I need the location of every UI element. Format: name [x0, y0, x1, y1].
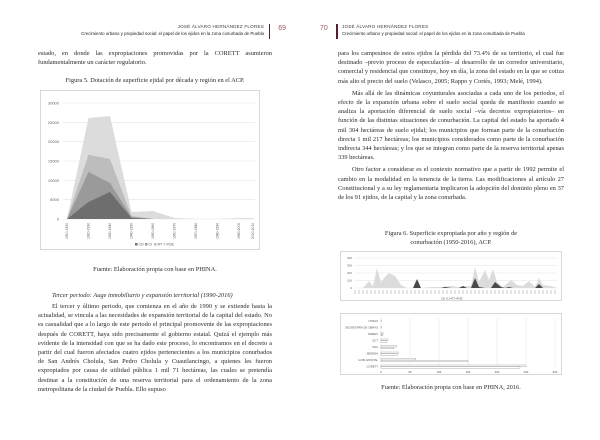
header-title: Crecimiento urbano y propiedad social: el papel de los ejidos en la zona conurbada de Puebla — [81, 31, 264, 36]
svg-text:SEDENA: SEDENA — [366, 351, 378, 356]
svg-text:RT: RT — [157, 242, 163, 247]
figure6-area-svg — [341, 252, 563, 302]
svg-text:SCT: SCT — [372, 338, 378, 343]
svg-text:PEMEX: PEMEX — [368, 332, 378, 336]
intro-paragraph — [38, 49, 272, 67]
svg-text:1930-1940: 1930-1940 — [108, 222, 112, 239]
svg-text:20000: 20000 — [47, 139, 59, 145]
svg-text:2000-2010: 2000-2010 — [251, 222, 255, 239]
svg-text:1910-1920: 1910-1920 — [65, 222, 69, 239]
running-header — [81, 24, 264, 36]
svg-text:CD ▪CI ▪RT ▪PUE: CD ▪CI ▪RT ▪PUE — [441, 296, 463, 301]
paragraph: El tercer y último periodo, que comienza en el año de 1990 y se extiende hasta la actualidad, se vincula a las necesidades de expansión territorial de la capital del estado. No es casualidad que a lo largo de este periodo el principal promovente de las expropiaciones después de CORETT, haya sido precisamente el gobierno estatal. Quizá el ejemplo más evidente de la intensidad con que se ha dado este proceso, lo encontramos en el decreto a partir del cual fueron afectados cuatro ejidos pertenecientes a los municipios conurbados de San Andrés Cholula, San Pedro Cholula y Cuautlancingo, a quienes les fueron expropiados por causa de utilidad pública 1 mil 71 hectáreas, las cuales se pretendía destinar a la constitución de una reserva territorial para el ordenamiento de la zona metropolitana de la ciudad de Puebla. Ello supuso — [38, 303, 272, 393]
svg-text:250: 250 — [523, 370, 529, 374]
paragraph: Otro factor a considerar es el contexto normativo que a partir de 1992 permite el cambio en la modalidad en la tenencia de la tierra. Las modificaciones al artículo 27 Constitucional y a su ley reglamentaria implicaron la adopción del dominio pleno en 37 de los 91 ejidos, de la capital y la zona conurbada. — [338, 166, 564, 202]
svg-text:CI: CI — [148, 242, 153, 247]
svg-text:300: 300 — [346, 263, 352, 268]
paragraph: para los campesinos de estos ejidos la pérdida del 73.4% de su territorio, el cual fue destinado –previo proceso de especulación– al desarrollo de un corredor universitario, comercial y residencial que constituye, hoy en día, la zona del estado en la que se cotiza más alto el precio del suelo (Velasco, 2005; Rappo y Cortés, 1993; Melé, 1994). — [338, 50, 564, 85]
svg-text:1970-1980: 1970-1980 — [194, 222, 198, 239]
svg-text:1950-1960: 1950-1960 — [151, 222, 155, 239]
figure5-caption: Figura 5. Dotación de superficie ejidal por década y región en el ACP. — [65, 77, 245, 84]
svg-text:0: 0 — [56, 216, 59, 222]
figure6-bar-chart — [340, 313, 562, 375]
svg-text:150: 150 — [465, 370, 471, 374]
running-header — [342, 24, 525, 36]
section-subheading: Tercer periodo: Auge inmobiliario y expansión territorial (1990-2016) — [52, 292, 233, 299]
header-divider — [336, 24, 338, 39]
paragraph: estado, en donde las expropiaciones promovidas por la CORETT asumieron fundamentalmente un carácter regulatorio. — [38, 50, 272, 67]
svg-text:25000: 25000 — [47, 119, 59, 125]
svg-text:300: 300 — [552, 370, 558, 374]
svg-text:1940-1950: 1940-1950 — [129, 222, 134, 239]
header-author: JOSÉ ÁLVARO HERNÁNDEZ FLORES — [342, 24, 429, 29]
svg-text:10000: 10000 — [47, 177, 59, 183]
svg-text:200: 200 — [346, 271, 352, 275]
svg-text:100: 100 — [436, 370, 442, 374]
paragraph: Más allá de las dinámicas coyunturales asociadas a cada uno de los periodos, el efecto de la expansión urbana sobre el suelo social queda de manifiesto cuando se analiza la aportación diferencial de suelo social –vía decretos expropiatorios– en función de las distintas situaciones de conurbación. La capital del estado ha aportado 4 mil 304 hectáreas de suelo ejidal; los municipios que forman parte de la conurbación directa 1 mil 217 hectáreas; los municipios considerados como parte de la conurbación indirecta 344 hectáreas; y los que se integran como parte de la reserva territorial apenas 339 hectáreas. — [338, 89, 564, 162]
body-text — [338, 49, 564, 202]
svg-text:1960-1970: 1960-1970 — [172, 222, 177, 239]
svg-text:400: 400 — [346, 256, 352, 260]
body-text — [38, 302, 272, 394]
svg-text:CD: CD — [138, 242, 144, 247]
caption-line: conurbación (1950-2016), ACP. — [410, 239, 492, 246]
svg-text:GOB. ESTATAL: GOB. ESTATAL — [358, 358, 378, 362]
figure6-source: Fuente: Elaboración propia con base en PHINA, 2016. — [381, 384, 521, 391]
header-divider — [269, 24, 271, 39]
svg-text:PUE: PUE — [166, 242, 174, 247]
page-number: 70 — [320, 25, 328, 32]
figure5-chart — [40, 90, 260, 250]
figure6-area-chart — [340, 251, 562, 301]
svg-text:CORETT: CORETT — [366, 364, 378, 369]
header-title: Crecimiento urbano y propiedad social: el papel de los ejidos en la zona conurbada de Puebla — [342, 31, 525, 36]
figure5-source: Fuente: Elaboración propia con base en PHINA. — [93, 266, 217, 273]
svg-text:0: 0 — [380, 370, 382, 374]
svg-text:30000: 30000 — [47, 100, 59, 106]
right-page — [300, 0, 600, 440]
svg-text:CNA: CNA — [372, 345, 378, 349]
caption-line: Figura 6. Superficie expropiada por año y región de — [384, 230, 518, 237]
svg-text:SECRETARÍA DE OBRAS: SECRETARÍA DE OBRAS — [345, 325, 378, 330]
svg-text:1980-1990: 1980-1990 — [215, 222, 220, 239]
page-number: 69 — [278, 25, 286, 32]
svg-text:15000: 15000 — [47, 158, 59, 164]
svg-text:50: 50 — [408, 370, 412, 374]
header-author: JOSÉ ÁLVARO HERNÁNDEZ FLORES — [177, 24, 264, 29]
svg-text:0: 0 — [350, 286, 352, 290]
svg-text:1990-2000: 1990-2000 — [237, 222, 241, 239]
figure6-caption — [338, 229, 564, 247]
figure5-svg — [41, 91, 261, 251]
svg-text:100: 100 — [346, 278, 352, 283]
figure6-bar-svg — [341, 314, 563, 376]
svg-text:5000: 5000 — [50, 197, 59, 203]
svg-text:200: 200 — [494, 370, 500, 374]
svg-text:1920-1930: 1920-1930 — [86, 222, 91, 239]
svg-text:OTRAS: OTRAS — [368, 319, 378, 323]
